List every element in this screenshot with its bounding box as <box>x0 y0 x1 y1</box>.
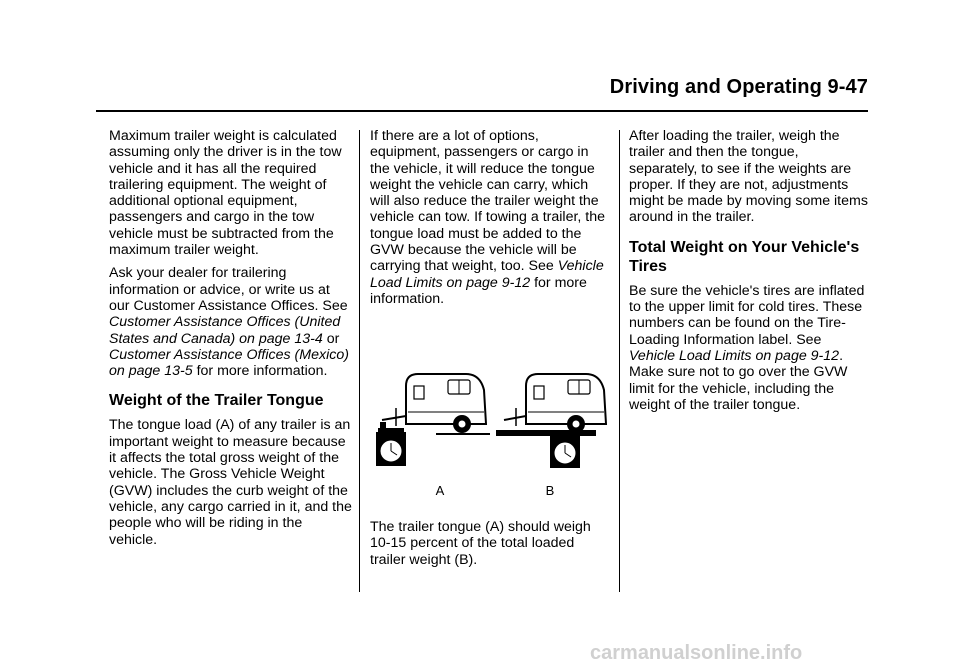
tires-text-1: Be sure the vehicle's tires are inflated to the upper limit for cold tires. These numbers can be found on the Tire-Loading Information label. See <box>629 282 865 348</box>
column-divider-2 <box>619 130 620 592</box>
column-1 <box>109 128 354 555</box>
options-text-2: for more information. <box>370 274 587 307</box>
options-text-1: If there are a lot of options, equipment, passengers or cargo in the vehicle, it will reduce the tongue weight the vehicle can carry, which will also reduce the trailer weight the vehicle can tow. If towing a trailer, the tongue load must be added to the GVW because the vehicle will be carrying that weight, too. See <box>370 128 606 275</box>
figure-label-b: B <box>545 483 555 498</box>
xref-vehicle-load-limits-2[interactable]: Vehicle Load Limits on page 9-12 <box>629 347 840 364</box>
xref-customer-assistance-mexico[interactable]: Customer Assistance Offices (Mexico) on page 13-5 <box>109 346 349 380</box>
dealer-text-2: or <box>322 330 340 347</box>
paragraph-tongue-load: The tongue load (A) of any trailer is an important weight to measure because it affects the total gross weight of the vehicle. The Gross Vehicle Weight (GVW) includes the curb weight of the vehicle, any cargo carried in it, and the people who will be riding in the vehicle. <box>109 417 352 548</box>
paragraph-max-trailer-weight: Maximum trailer weight is calculated assuming only the driver is in the tow vehicle and it has all the required trailering equipment. The weight of additional optional equipment, passengers and cargo in the tow vehicle must be subtracted from the maximum trailer weight. <box>109 128 342 259</box>
column-2 <box>370 128 610 314</box>
xref-vehicle-load-limits[interactable]: Vehicle Load Limits on page 9-12 <box>370 258 604 291</box>
column-2-lower <box>370 519 610 575</box>
trailer-weighing-figure <box>370 368 610 506</box>
heading-weight-trailer-tongue: Weight of the Trailer Tongue <box>109 392 324 410</box>
trailer-a-illustration <box>376 374 490 466</box>
dealer-text-3: for more information. <box>192 363 328 380</box>
page-header-title: Driving and Operating 9-47 <box>609 76 868 98</box>
trailer-weighing-illustration <box>370 368 610 506</box>
column-divider-1 <box>359 130 360 592</box>
paragraph-tire-inflation <box>629 283 869 413</box>
figure-label-a: A <box>435 483 445 498</box>
xref-customer-assistance-us-canada[interactable]: Customer Assistance Offices (United States and Canada) on page 13-4 <box>109 314 341 347</box>
paragraph-dealer-advice <box>109 265 354 379</box>
trailer-b-illustration <box>496 374 606 468</box>
heading-total-weight-tires: Total Weight on Your Vehicle's Tires <box>629 238 860 275</box>
paragraph-after-loading: After loading the trailer, weigh the trailer and then the tongue, separately, to see if the weights are proper. If they are not, adjustments might be made by moving some items around in the trailer. <box>629 128 868 226</box>
tires-text-2: . Make sure not to go over the GVW limit for the vehicle, including the weight of the trailer tongue. <box>629 347 848 413</box>
paragraph-tongue-percent: The trailer tongue (A) should weigh 10-15 percent of the total loaded trailer weight (B). <box>370 519 591 568</box>
column-3 <box>629 128 869 420</box>
dealer-text-1: Ask your dealer for trailering information or advice, or write us at our Customer Assistance Offices. See <box>109 265 348 314</box>
paragraph-options-reduce-tongue <box>370 128 610 307</box>
header-rule <box>96 110 868 112</box>
watermark: carmanualsonline.info <box>590 642 803 664</box>
